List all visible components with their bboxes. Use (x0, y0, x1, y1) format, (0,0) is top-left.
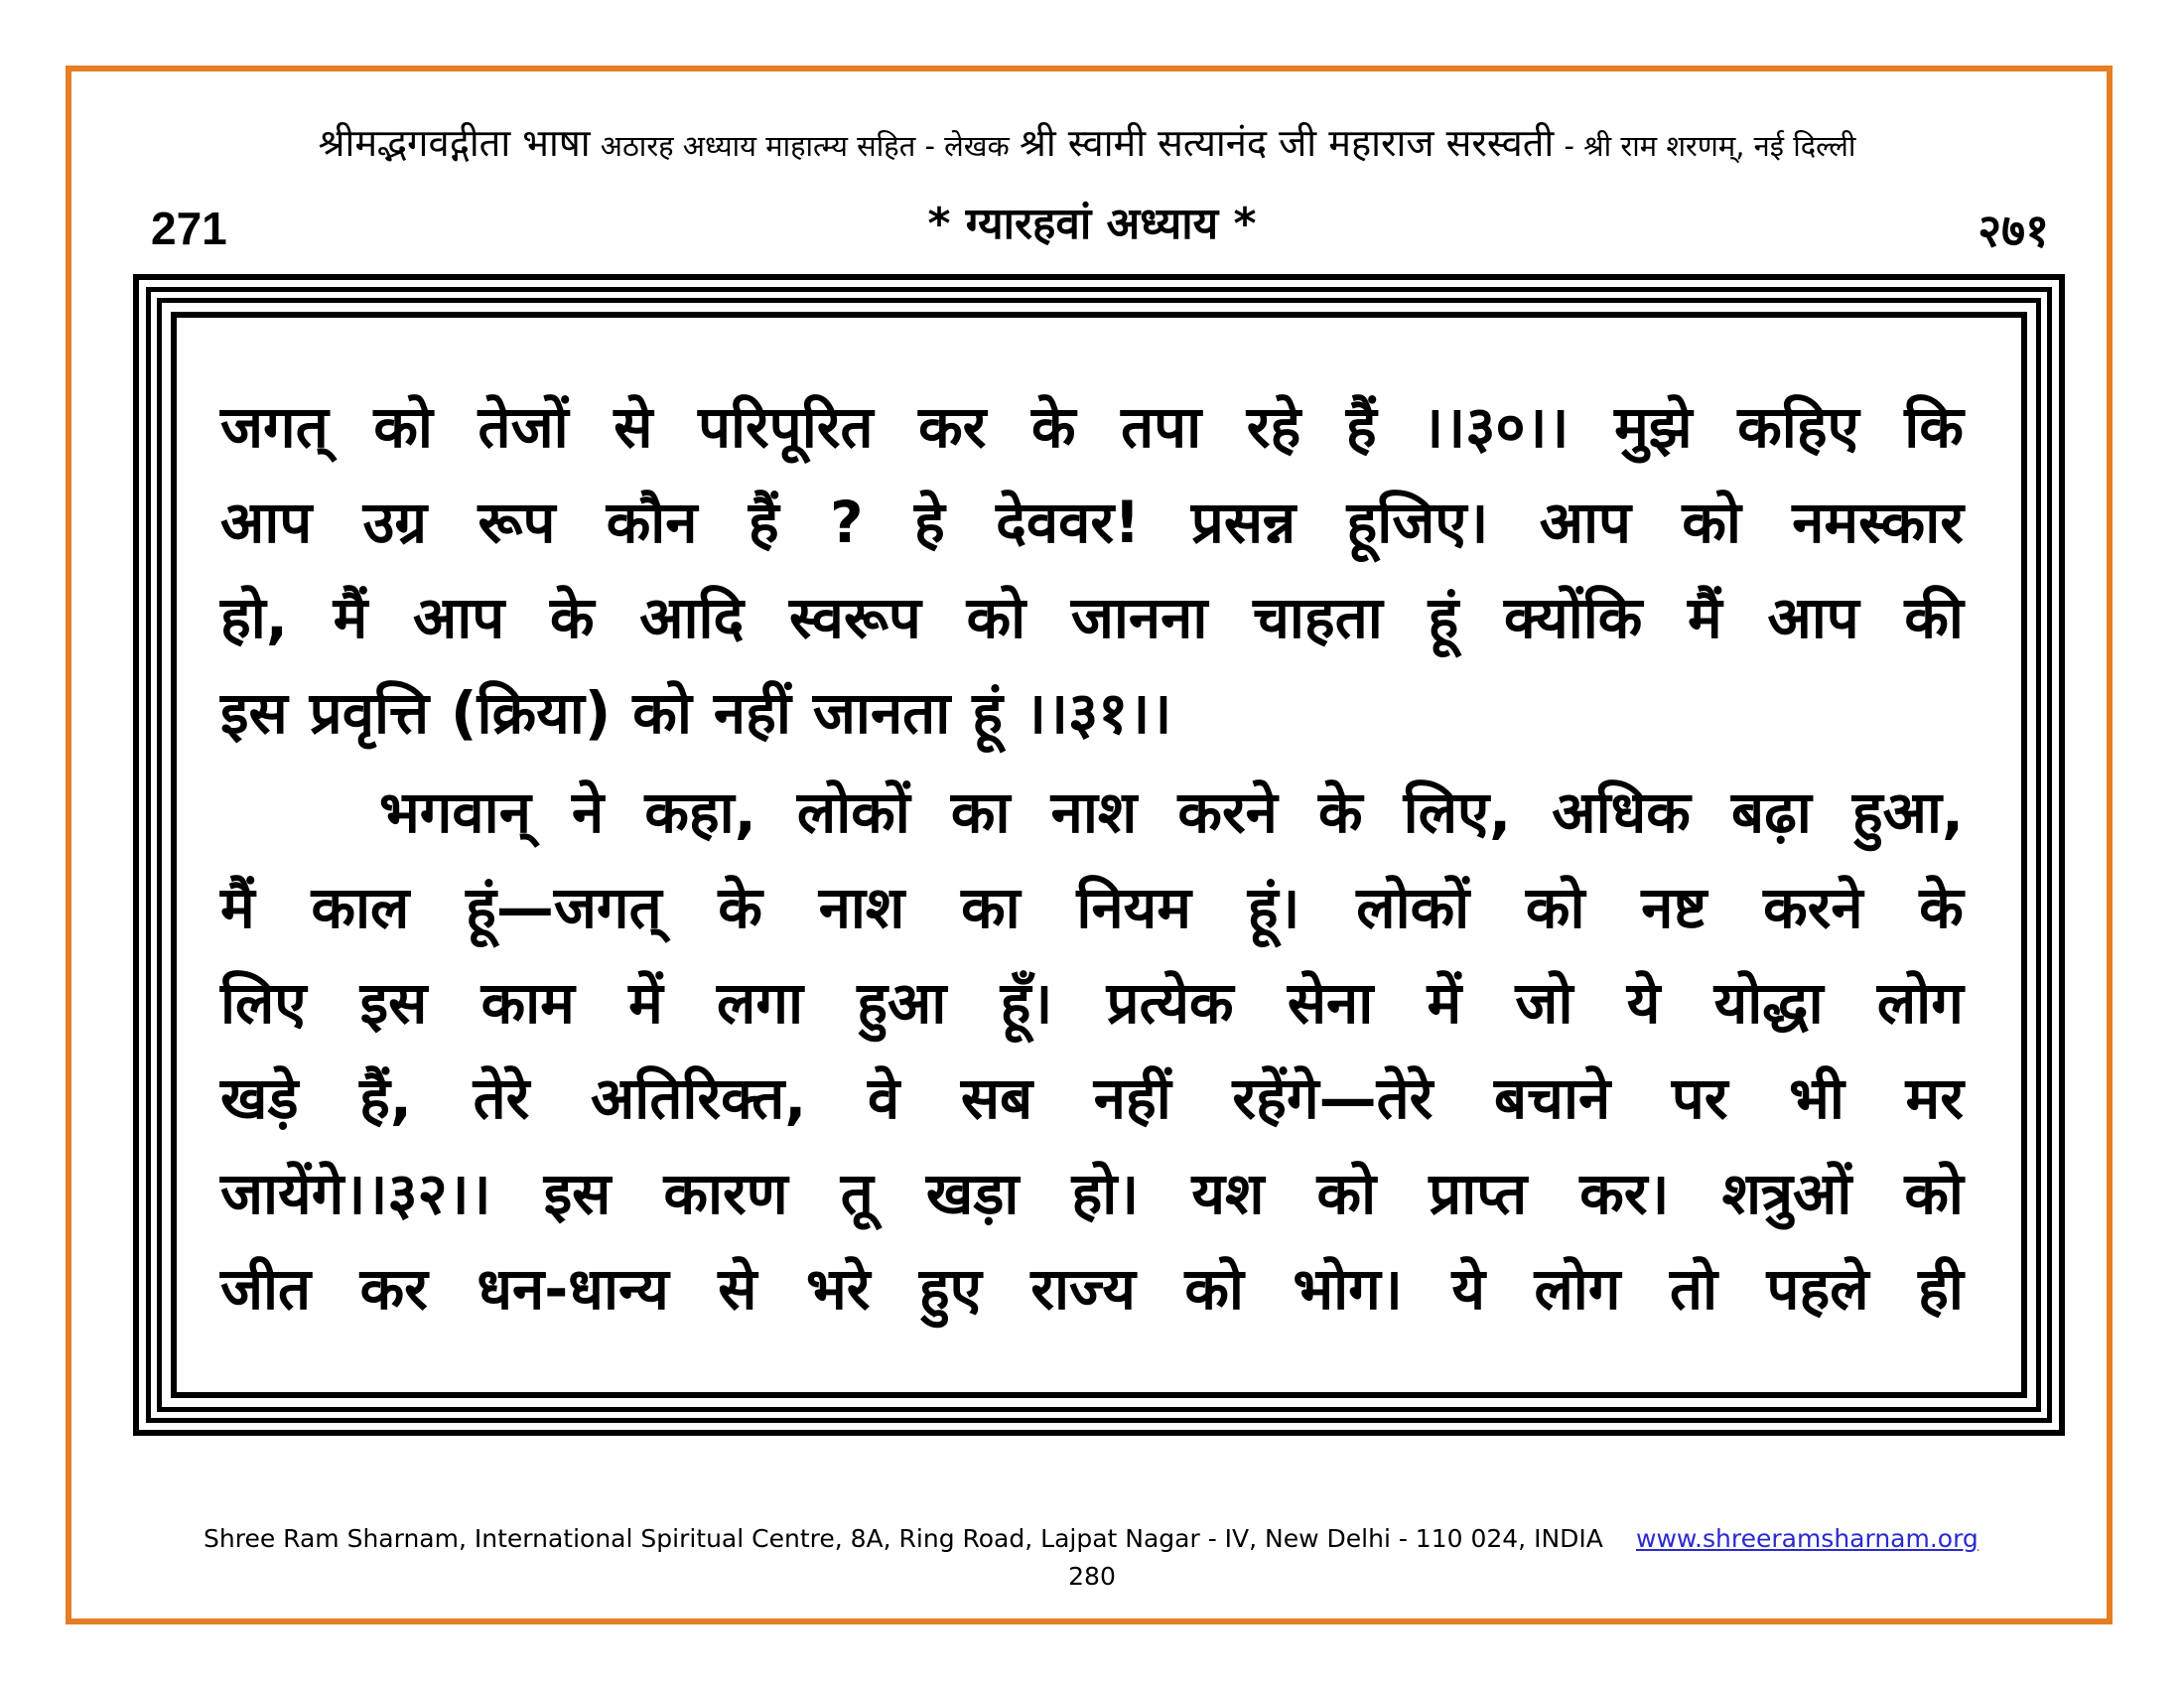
word: भी (1789, 1064, 1844, 1132)
word: ने (572, 778, 605, 846)
word: हूं—जगत् (466, 874, 662, 941)
word: लोग (1534, 1255, 1621, 1323)
word: धन-धान्य (477, 1255, 669, 1323)
word: हे (913, 489, 945, 556)
word: लोग (1876, 969, 1964, 1037)
footer-page-number: 280 (1068, 1562, 1116, 1591)
word: रहेंगे—तेरे (1232, 1064, 1433, 1132)
word: ।।३१।। (1024, 679, 1172, 747)
word: से (718, 1255, 757, 1323)
word: पर (1671, 1064, 1728, 1132)
word: कहिए (1737, 393, 1859, 461)
word: पहले (1766, 1255, 1869, 1323)
word: योद्धा (1713, 969, 1824, 1037)
text-line (220, 665, 1964, 761)
word: जायेंगे।।३२।। (220, 1160, 491, 1227)
verse-text-block (220, 379, 1964, 1336)
word: करने (1177, 778, 1278, 846)
word: हुआ (857, 969, 947, 1037)
word: नियम (1076, 874, 1191, 941)
word: काल (311, 874, 410, 941)
word: नहीं (1093, 1064, 1171, 1132)
text-line (220, 570, 1964, 665)
word: हूं (1428, 584, 1459, 651)
word: हो, (220, 584, 288, 651)
word: नमस्कार (1792, 489, 1964, 556)
word: का (950, 778, 1011, 846)
word: ये (1626, 969, 1661, 1037)
text-line (220, 1051, 1964, 1146)
word: हूं (972, 679, 1004, 747)
word: काम (480, 969, 575, 1037)
word: इस (220, 679, 288, 747)
word: जानता (812, 679, 951, 747)
word: में (1427, 969, 1462, 1037)
word: नाश (1050, 778, 1138, 846)
word: तू (840, 1160, 874, 1227)
word: कहा, (644, 778, 756, 846)
word: नहीं (713, 679, 791, 747)
word: लोकों (796, 778, 910, 846)
word: क्योंकि (1504, 584, 1643, 651)
word: वे (867, 1064, 900, 1132)
word: मुझे (1614, 393, 1693, 461)
word: को (966, 584, 1026, 651)
word: को (1525, 874, 1585, 941)
footer-address: Shree Ram Sharnam, International Spiritual Centre, 8A, Ring Road, Lajpat Nagar - IV, New Delhi - 110 024, INDIA (204, 1524, 1603, 1553)
text-line (220, 1146, 1964, 1241)
word: हुआ, (1851, 778, 1964, 846)
header-subtitle: अठारह अध्याय माहात्म्य सहित - लेखक (600, 129, 1010, 163)
word: हूँ। (1000, 969, 1053, 1037)
word: प्रवृत्ति (309, 679, 430, 747)
word: देववर! (996, 489, 1141, 556)
word: में (628, 969, 663, 1037)
word: जो (1515, 969, 1573, 1037)
word: तपा (1121, 393, 1202, 461)
word: इस (359, 969, 428, 1037)
word: लिए (220, 969, 307, 1037)
word: भगवान् (379, 778, 531, 846)
word: को (1316, 1160, 1377, 1227)
word: के (718, 874, 762, 941)
word: खड़े (220, 1064, 299, 1132)
word: यश (1191, 1160, 1265, 1227)
word: अधिक (1552, 778, 1691, 846)
word: आप (1539, 489, 1631, 556)
word: के (1919, 874, 1964, 941)
word: मैं (1688, 584, 1722, 651)
word: भोग। (1293, 1255, 1403, 1323)
word: कौन (606, 489, 698, 556)
word: हैं, (359, 1064, 412, 1132)
word: के (1318, 778, 1363, 846)
running-header (109, 117, 2065, 172)
word: आप (1767, 584, 1859, 651)
word: नष्ट (1641, 874, 1707, 941)
word: जगत् (220, 393, 329, 461)
word: कर (918, 393, 987, 461)
word: आदि (639, 584, 745, 651)
word: सब (960, 1064, 1033, 1132)
word: हूं। (1247, 874, 1300, 941)
word: मर (1905, 1064, 1964, 1132)
word: कि (1904, 393, 1964, 461)
word: की (1904, 584, 1964, 651)
word: को (632, 679, 692, 747)
word: ही (1918, 1255, 1964, 1323)
word: बचाने (1494, 1064, 1611, 1132)
word: हैं (748, 489, 779, 556)
word: प्रसन्न (1190, 489, 1297, 556)
word: सेना (1287, 969, 1374, 1037)
word: बढ़ा (1730, 778, 1812, 846)
word: राज्य (1030, 1255, 1136, 1323)
word: हुए (918, 1255, 982, 1323)
word: लोकों (1356, 874, 1470, 941)
word: आप (220, 489, 313, 556)
word: कर। (1579, 1160, 1670, 1227)
word: चाहता (1253, 584, 1383, 651)
word: को (1682, 489, 1741, 556)
word: स्वरूप (789, 584, 921, 651)
publisher-name: - श्री राम शरणम्, नई दिल्ली (1564, 129, 1856, 163)
text-line (220, 1241, 1964, 1336)
page-number-right: २७१ (1978, 204, 2049, 257)
author-name: श्री स्वामी सत्यानंद जी महाराज सरस्वती (1019, 121, 1555, 165)
word: लगा (717, 969, 804, 1037)
word: रहे (1246, 393, 1301, 461)
word: को (373, 393, 433, 461)
word: हूजिए। (1346, 489, 1489, 556)
word: आप (412, 584, 505, 651)
word: का (961, 874, 1021, 941)
word: को (1184, 1255, 1244, 1323)
word: कर (359, 1255, 428, 1323)
word: करने (1763, 874, 1863, 941)
word: उग्र (362, 489, 428, 556)
word: मैं (220, 874, 255, 941)
word: इस (543, 1160, 612, 1227)
word: के (549, 584, 595, 651)
word: मैं (333, 584, 368, 651)
word: तो (1669, 1255, 1718, 1323)
word: परिपूरित (698, 393, 874, 461)
word: जीत (220, 1255, 312, 1323)
text-line (220, 379, 1964, 475)
word: ।।३०।। (1422, 393, 1570, 461)
word: जानना (1070, 584, 1208, 651)
word: से (614, 393, 653, 461)
word: लिए, (1403, 778, 1512, 846)
word: प्राप्त (1429, 1160, 1528, 1227)
word: शत्रुओं (1721, 1160, 1852, 1227)
word: भरे (805, 1255, 871, 1323)
word: तेरे (473, 1064, 530, 1132)
word: ये (1451, 1255, 1485, 1323)
word: कारण (663, 1160, 788, 1227)
text-line (220, 955, 1964, 1051)
website-link[interactable]: www.shreeramsharnam.org (1636, 1524, 1979, 1553)
word: नाश (818, 874, 905, 941)
page-number-left: 271 (151, 203, 227, 254)
text-line (220, 765, 1964, 860)
word: ? (829, 489, 864, 556)
chapter-title: * ग्यारहवां अध्याय * (927, 199, 1257, 249)
word: के (1030, 393, 1076, 461)
word: हो। (1071, 1160, 1140, 1227)
text-line (220, 475, 1964, 570)
book-title: श्रीमद्भगवद्गीता भाषा (318, 121, 591, 165)
word: रूप (478, 489, 556, 556)
word: अतिरिक्त, (591, 1064, 807, 1132)
word: खड़ा (925, 1160, 1020, 1227)
word: तेजों (478, 393, 569, 461)
word: (क्रिया) (451, 679, 612, 747)
word: हैं (1345, 393, 1377, 461)
word: प्रत्येक (1106, 969, 1234, 1037)
word: को (1904, 1160, 1964, 1227)
text-line (220, 860, 1964, 955)
